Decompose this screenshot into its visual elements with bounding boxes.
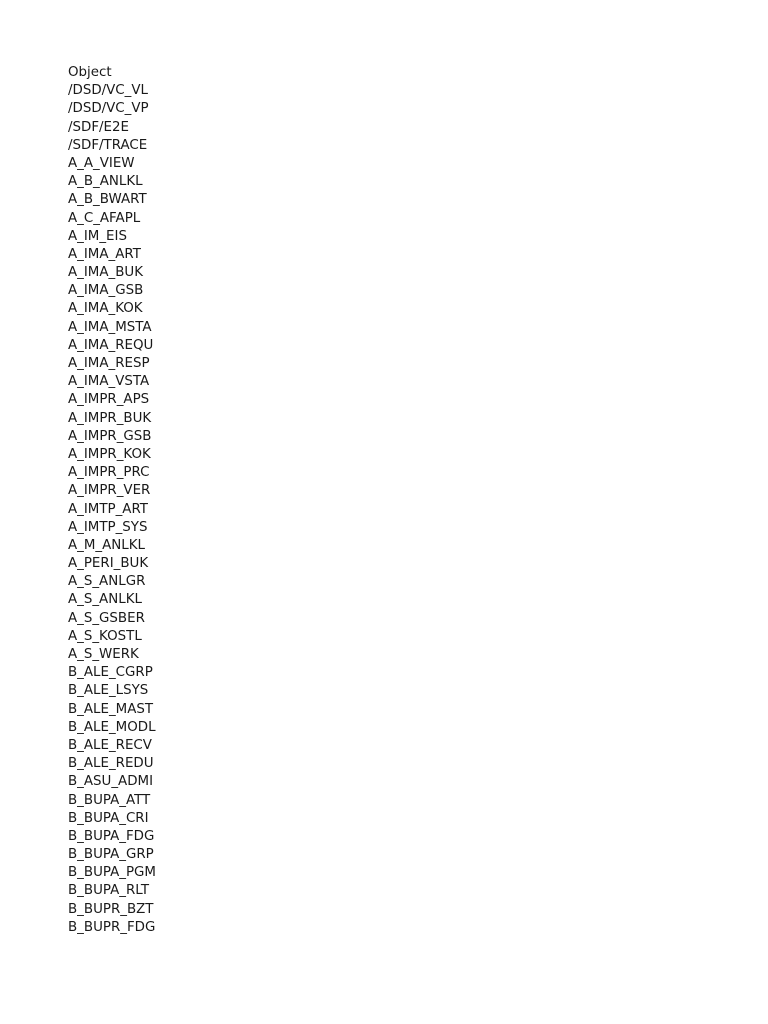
list-item: A_IMPR_BUK	[68, 410, 152, 426]
list-item: A_S_WERK	[68, 647, 139, 662]
list-item: B_BUPA_GRP	[68, 847, 154, 863]
list-item: A_IMA_MSTA	[68, 319, 152, 335]
list-item: A_IMA_REQU	[68, 337, 154, 353]
list-item: A_IMA_KOK	[68, 301, 143, 317]
list-item: B_BUPA_RLT	[68, 883, 150, 899]
list-item: A_B_BWART	[68, 192, 147, 208]
list-item: A_A_VIEW	[68, 155, 135, 171]
list-item: A_IMPR_VER	[68, 483, 151, 499]
list-item: /DSD/VC_VL	[68, 83, 148, 99]
list-item: /SDF/E2E	[68, 119, 129, 135]
list-item: A_IM_EIS	[68, 228, 127, 244]
list-item: A_IMA_BUK	[68, 265, 143, 281]
list-item: A_S_ANLKL	[68, 592, 142, 608]
list-item: A_M_ANLKL	[68, 537, 145, 553]
list-item: A_PERI_BUK	[68, 556, 149, 572]
list-item: B_ALE_REDU	[68, 756, 154, 772]
list-item: B_BUPR_FDG	[68, 919, 156, 935]
list-item: A_IMA_GSB	[68, 283, 144, 299]
list-item: B_BUPA_CRI	[68, 810, 149, 826]
list-item: B_ALE_MAST	[68, 701, 154, 717]
list-item: B_ALE_CGRP	[68, 665, 153, 681]
list-item: A_S_KOSTL	[68, 628, 142, 644]
object-list	[68, 64, 156, 937]
list-item: B_ALE_LSYS	[68, 683, 149, 699]
list-item: A_IMPR_KOK	[68, 446, 151, 462]
list-item: B_ALE_MODL	[68, 719, 156, 735]
list-item: A_IMA_VSTA	[68, 374, 150, 390]
list-item: B_BUPA_FDG	[68, 828, 155, 844]
list-item: /SDF/TRACE	[68, 137, 148, 153]
list-item: A_B_ANLKL	[68, 174, 143, 190]
list-item: B_BUPA_PGM	[68, 865, 156, 881]
list-item: A_IMTP_SYS	[68, 519, 148, 535]
list-item: A_IMTP_ART	[68, 501, 148, 517]
list-item: B_ASU_ADMI	[68, 774, 154, 790]
list-item: /DSD/VC_VP	[68, 101, 149, 117]
list-item: A_IMPR_APS	[68, 392, 150, 408]
column-header: Object	[68, 65, 112, 80]
list-item: A_C_AFAPL	[68, 210, 141, 226]
list-item: A_IMA_RESP	[68, 356, 150, 371]
list-item: A_IMPR_GSB	[68, 428, 152, 444]
list-item: A_IMPR_PRC	[68, 465, 150, 481]
list-item: A_IMA_ART	[68, 246, 141, 262]
list-item: B_ALE_RECV	[68, 737, 152, 753]
list-item: A_S_GSBER	[68, 610, 145, 626]
list-item: B_BUPR_BZT	[68, 901, 154, 917]
list-item: A_S_ANLGR	[68, 574, 146, 590]
list-item: B_BUPA_ATT	[68, 792, 151, 808]
